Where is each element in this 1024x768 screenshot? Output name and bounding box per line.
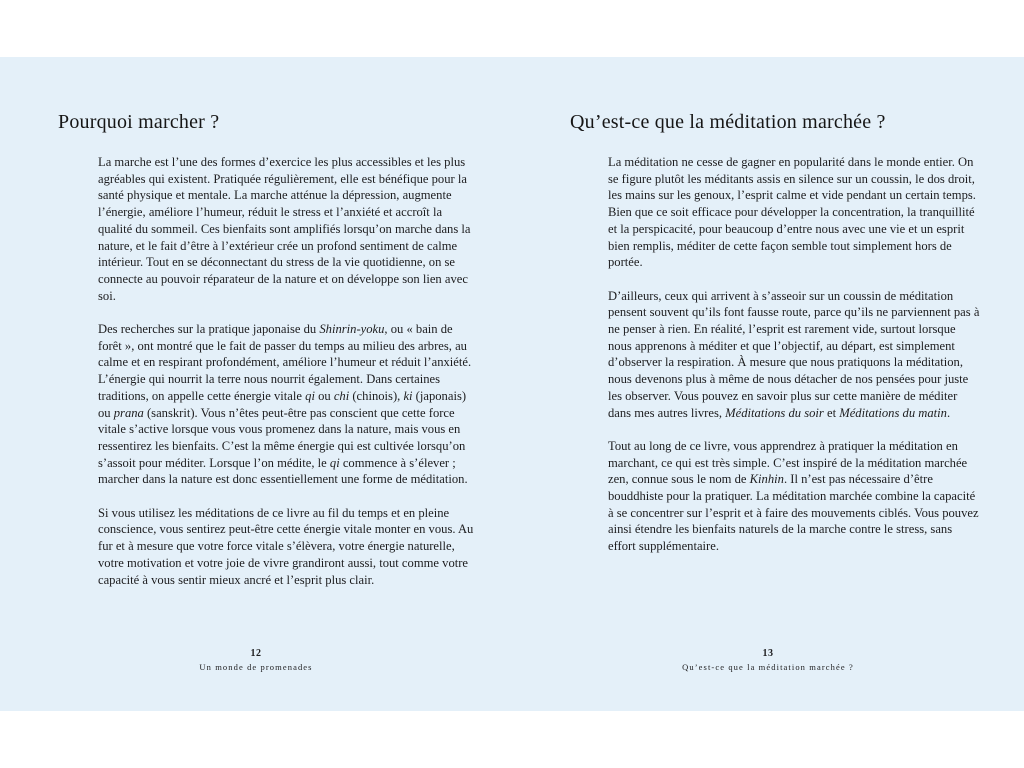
left-paragraph-2: Des recherches sur la pratique japonaise du Shinrin-yoku, ou « bain de forêt », ont montré que le fait de passer du temps au milieu des arbres, au calme et en respirant profondément, améliore l’humeur et réduit l’anxiété. L’énergie qui nourrit la terre nous nourrit également. Dans certaines traditions, on appelle cette énergie vitale qi ou chi (chinois), ki (japonais) ou prana (sanskrit). Vous n’êtes peut-être pas conscient que cette force vitale s’active lorsque vous vous promenez dans la nature, mais vous en ressentirez les bienfaits. C’est la même énergie qui est cultivée lorsqu’on s’assoit pour méditer. Lorsque l’on médite, le qi commence à s’élever ; marcher dans la nature est donc essentiellement une forme de méditation. (98, 322, 472, 487)
right-page-number: 13 (762, 648, 774, 659)
right-paragraph-2: D’ailleurs, ceux qui arrivent à s’asseoir sur un coussin de méditation pensent souvent qu’ils font fausse route, parce qu’ils ne parviennent pas à ne penser à rien. En réalité, l’esprit est rarement vide, surtout lorsque nous apprenons à méditer et que l’objectif, au départ, est simplement d’observer la respiration. À mesure que nous pratiquons la méditation, nous devenons plus à même de nous détacher de nos pensées pour juste les observer. Vous pouvez en savoir plus sur cette manière de méditer dans mes autres livres, Méditations du soir et Méditations du matin. (608, 288, 980, 420)
left-page (0, 57, 512, 711)
left-page-body (98, 154, 476, 588)
left-paragraph-3: Si vous utilisez les méditations de ce livre au fil du temps et en pleine conscience, vous sentirez peut-être cette énergie vitale monter en vous. Au fur et à mesure que votre force vitale s’élèvera, votre énergie naturelle, votre motivation et votre joie de vivre grandiront aussi, tout comme votre capacité à vous sentir mieux ancré et l’esprit plus clair. (98, 505, 474, 587)
right-page-footer (512, 648, 1024, 672)
right-page-body (608, 154, 980, 555)
left-page-title: Pourquoi marcher ? (58, 111, 220, 133)
book-spread (0, 57, 1024, 711)
left-page-number: 12 (250, 648, 262, 659)
left-page-footer (0, 648, 512, 672)
right-running-title: Qu’est-ce que la méditation marchée ? (682, 662, 854, 672)
right-paragraph-3: Tout au long de ce livre, vous apprendrez à pratiquer la méditation en marchant, ce qui est très simple. C’est inspiré de la méditation marchée zen, connue sous le nom de Kinhin. Il n’est pas nécessaire d’être bouddhiste pour la pratiquer. La méditation marchée combine la capacité à se concentrer sur l’esprit et à faire des mouvements ciblés. Vous pouvez ainsi étendre les bienfaits naturels de la marche contre le stress, sans effort supplémentaire. (608, 438, 979, 554)
right-page-title: Qu’est-ce que la méditation marchée ? (570, 111, 886, 133)
left-paragraph-1: La marche est l’une des formes d’exercice les plus accessibles et les plus agréables qui existent. Pratiquée régulièrement, elle est bénéfique pour la santé physique et mentale. La marche atténue la dépression, augmente l’énergie, améliore l’humeur, réduit le stress et l’anxiété et accroît la qualité du sommeil. Ces bienfaits sont amplifiés lorsqu’on marche dans la nature, et le fait d’être à l’extérieur crée un profond sentiment de calme intérieur. Tout en se déconnectant du stress de la vie quotidienne, on se connecte au pouvoir réparateur de la nature et on développe son lien avec soi. (98, 155, 471, 303)
left-running-title: Un monde de promenades (199, 662, 313, 672)
right-page (512, 57, 1024, 711)
right-paragraph-1: La méditation ne cesse de gagner en popularité dans le monde entier. On se figure plutôt les méditants assis en silence sur un coussin, le dos droit, les mains sur les genoux, l’esprit calme et vide pendant un certain temps. Bien que ce soit efficace pour développer la concentration, la tranquillité et la perspicacité, pour beaucoup d’entre nous avec une vie et un esprit bien remplis, méditer de cette façon semble tout simplement hors de portée. (608, 155, 976, 270)
